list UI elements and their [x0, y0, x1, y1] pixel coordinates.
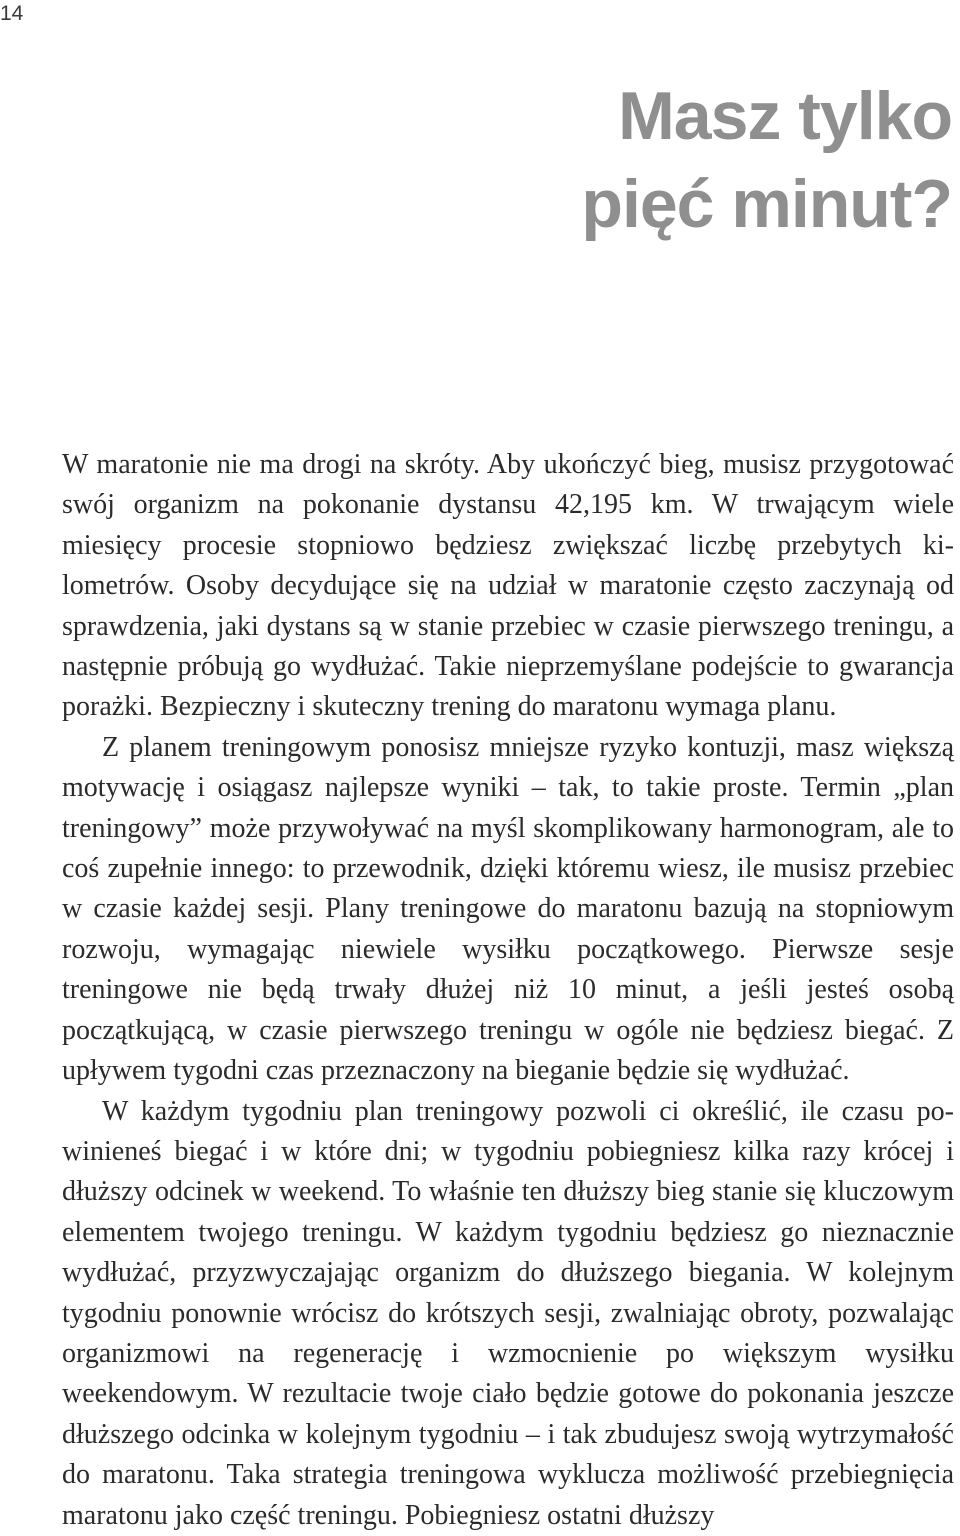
chapter-title-line-1: Masz tylko: [618, 78, 952, 154]
paragraph-2: Z planem treningowym ponosisz mniejsze ryzyko kontuzji, masz większą motywację i osiągasz najlepsze wyniki – tak, to takie proste. Termin „plan treningowy” może przywoływać na myśl skomplikowany harmonogram, ale to coś zupełnie innego: to przewodnik, dzięki któremu wiesz, ile musisz przebiec w czasie każdej sesji. Plany treningowe do maratonu bazują na stopniowym rozwoju, wymagając niewiele wysiłku początkowego. Pierwsze sesje treningowe nie będą trwały dłużej niż 10 minut, a jeśli jesteś osobą początkującą, w czasie pierwszego treningu w ogóle nie będziesz biegać. Z upływem tygodni czas przeznaczony na bieganie będzie się wydłużać.: [62, 731, 954, 1087]
chapter-title: [581, 72, 952, 249]
page-number: 14: [0, 2, 24, 25]
paragraph-1: W maratonie nie ma drogi na skróty. Aby ukończyć bieg, musisz przygotować swój organizm na pokonanie dystansu 42,195 km. W trwającym wiele miesięcy procesie stopniowo będziesz zwiększać liczbę przebytych kilometrów. Osoby decydujące się na udział w maratonie często zaczynają od sprawdzenia, jaki dystans są w stanie przebiec w czasie pierwszego treningu, a następnie próbują go wydłużać. Takie nieprzemyślane podejście to gwarancja porażki. Bezpieczny i skuteczny trening do maratonu wymaga planu.: [62, 449, 954, 723]
body-text: [62, 445, 954, 1536]
paragraph-3: W każdym tygodniu plan treningowy pozwoli ci określić, ile czasu powinieneś biegać i w które dni; w tygodniu pobiegniesz kilka razy krócej i dłuższy odcinek w weekend. To właśnie ten dłuższy bieg stanie się kluczowym elementem twojego treningu. W każdym tygodniu będziesz go nieznacznie wydłużać, przyzwyczajając organizm do dłuższego biegania. W kolejnym tygodniu ponownie wrócisz do krótszych sesji, zwalniając obroty, pozwalając organizmowi na regenerację i wzmocnienie po większym wysiłku weekendowym. W rezultacie twoje ciało będzie gotowe do pokonania jeszcze dłuższego odcinka w kolejnym tygodniu – i tak zbudujesz swoją wytrzymałość do maratonu. Taka strategia treningowa wyklucza możliwość przebiegnięcia maratonu jako część treningu. Pobiegniesz ostatni dłuższy: [62, 1095, 954, 1531]
chapter-title-line-2: pięć minut?: [581, 166, 952, 243]
